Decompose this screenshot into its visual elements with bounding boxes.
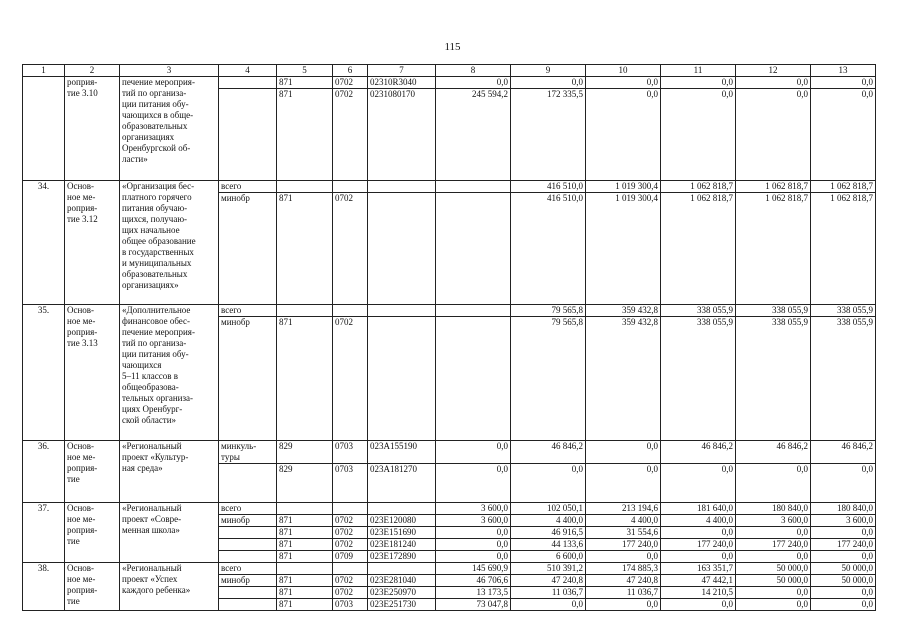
amount-cell: 0,0 [661, 464, 736, 503]
table-row [23, 77, 876, 89]
column-header: 1 [23, 65, 65, 77]
amount-cell: 172 335,5 [511, 89, 586, 181]
target-article-code: 023E151690 [368, 527, 436, 539]
amount-cell: 46 846,2 [511, 441, 586, 464]
section-code: 0702 [333, 77, 368, 89]
amount-cell: 0,0 [811, 77, 876, 89]
column-header: 10 [586, 65, 661, 77]
grbs-code [277, 563, 333, 575]
amount-cell: 245 594,2 [436, 89, 511, 181]
activity-type: роприя- тие 3.10 [65, 77, 120, 181]
grbs-code: 871 [277, 527, 333, 539]
row-number: 38. [23, 563, 65, 611]
section-code: 0702 [333, 89, 368, 181]
amount-cell: 0,0 [661, 89, 736, 181]
amount-cell: 0,0 [736, 551, 811, 563]
header-row [23, 65, 876, 77]
grbs-code: 871 [277, 515, 333, 527]
section-code: 0702 [333, 515, 368, 527]
amount-cell: 79 565,8 [511, 317, 586, 441]
column-header: 13 [811, 65, 876, 77]
grbs-code: 871 [277, 89, 333, 181]
amount-cell: 338 055,9 [661, 317, 736, 441]
responsible-executor: всего [219, 563, 277, 575]
amount-cell: 177 240,0 [736, 539, 811, 551]
amount-cell: 0,0 [436, 464, 511, 503]
amount-cell: 0,0 [436, 551, 511, 563]
grbs-code: 871 [277, 587, 333, 599]
amount-cell: 163 351,7 [661, 563, 736, 575]
amount-cell: 73 047,8 [436, 599, 511, 611]
amount-cell: 0,0 [811, 89, 876, 181]
table-row [23, 441, 876, 464]
amount-cell: 180 840,0 [736, 503, 811, 515]
row-number: 37. [23, 503, 65, 563]
target-article-code [368, 305, 436, 317]
column-header: 11 [661, 65, 736, 77]
target-article-code [368, 193, 436, 305]
amount-cell: 47 240,8 [511, 575, 586, 587]
responsible-executor: минобр [219, 193, 277, 305]
grbs-code: 829 [277, 464, 333, 503]
responsible-executor [219, 539, 277, 551]
table-row [23, 181, 876, 193]
amount-cell: 177 240,0 [661, 539, 736, 551]
amount-cell: 0,0 [586, 441, 661, 464]
amount-cell: 0,0 [586, 89, 661, 181]
amount-cell: 0,0 [811, 599, 876, 611]
target-article-code: 023A181270 [368, 464, 436, 503]
activity-type: Основ- ное ме- роприя- тие 3.13 [65, 305, 120, 441]
page-number: 115 [444, 41, 461, 53]
amount-cell: 0,0 [436, 441, 511, 464]
responsible-executor: всего [219, 503, 277, 515]
amount-cell: 14 210,5 [661, 587, 736, 599]
responsible-executor: минобр [219, 515, 277, 527]
column-header: 6 [333, 65, 368, 77]
amount-cell: 13 173,5 [436, 587, 511, 599]
row-number: 36. [23, 441, 65, 503]
amount-cell: 1 062 818,7 [811, 193, 876, 305]
section-code: 0703 [333, 599, 368, 611]
grbs-code [277, 181, 333, 193]
column-header: 3 [120, 65, 219, 77]
activity-name: «Региональный проект «Успех каждого ребенка» [120, 563, 219, 611]
amount-cell: 31 554,6 [586, 527, 661, 539]
amount-cell: 46 706,6 [436, 575, 511, 587]
amount-cell [436, 181, 511, 193]
section-code [333, 181, 368, 193]
responsible-executor [219, 77, 277, 89]
target-article-code: 023E181240 [368, 539, 436, 551]
amount-cell: 46 846,2 [811, 441, 876, 464]
grbs-code: 871 [277, 77, 333, 89]
amount-cell: 177 240,0 [811, 539, 876, 551]
amount-cell: 145 690,9 [436, 563, 511, 575]
row-number: 35. [23, 305, 65, 441]
amount-cell: 0,0 [661, 527, 736, 539]
row-number: 34. [23, 181, 65, 305]
responsible-executor: минобр [219, 317, 277, 441]
amount-cell: 11 036,7 [511, 587, 586, 599]
amount-cell: 47 442,1 [661, 575, 736, 587]
activity-type: Основ- ное ме- роприя- тие [65, 563, 120, 611]
amount-cell: 180 840,0 [811, 503, 876, 515]
amount-cell: 0,0 [586, 599, 661, 611]
amount-cell: 0,0 [736, 587, 811, 599]
target-article-code: 023E172890 [368, 551, 436, 563]
amount-cell: 0,0 [736, 599, 811, 611]
amount-cell: 0,0 [436, 539, 511, 551]
column-header: 9 [511, 65, 586, 77]
amount-cell: 1 062 818,7 [736, 193, 811, 305]
amount-cell: 50 000,0 [811, 575, 876, 587]
grbs-code: 871 [277, 551, 333, 563]
target-article-code [368, 563, 436, 575]
amount-cell: 510 391,2 [511, 563, 586, 575]
amount-cell: 3 600,0 [811, 515, 876, 527]
activity-type: Основ- ное ме- роприя- тие [65, 503, 120, 563]
section-code: 0702 [333, 575, 368, 587]
grbs-code: 871 [277, 539, 333, 551]
amount-cell: 0,0 [586, 464, 661, 503]
amount-cell: 4 400,0 [661, 515, 736, 527]
section-code [333, 503, 368, 515]
amount-cell: 338 055,9 [736, 305, 811, 317]
table-row [23, 305, 876, 317]
responsible-executor [219, 527, 277, 539]
target-article-code: 023E120080 [368, 515, 436, 527]
responsible-executor [219, 89, 277, 181]
amount-cell: 0,0 [811, 464, 876, 503]
amount-cell: 0,0 [736, 464, 811, 503]
amount-cell: 0,0 [811, 587, 876, 599]
amount-cell: 11 036,7 [586, 587, 661, 599]
column-header: 5 [277, 65, 333, 77]
column-header: 12 [736, 65, 811, 77]
amount-cell [436, 317, 511, 441]
amount-cell [436, 305, 511, 317]
amount-cell: 338 055,9 [736, 317, 811, 441]
amount-cell: 0,0 [661, 551, 736, 563]
row-number [23, 77, 65, 181]
amount-cell: 50 000,0 [811, 563, 876, 575]
budget-table [22, 64, 876, 611]
column-header: 8 [436, 65, 511, 77]
grbs-code: 871 [277, 575, 333, 587]
responsible-executor [219, 551, 277, 563]
grbs-code: 871 [277, 599, 333, 611]
target-article-code: 023A155190 [368, 441, 436, 464]
amount-cell: 0,0 [661, 77, 736, 89]
amount-cell: 359 432,8 [586, 317, 661, 441]
grbs-code [277, 305, 333, 317]
amount-cell: 4 400,0 [586, 515, 661, 527]
column-header: 2 [65, 65, 120, 77]
responsible-executor: всего [219, 181, 277, 193]
amount-cell: 44 133,6 [511, 539, 586, 551]
amount-cell: 416 510,0 [511, 193, 586, 305]
section-code [333, 563, 368, 575]
activity-name: печение мероприя- тий по организа- ции питания обу- чающихся в обще- образовательных организациях Оренбургской об- ласти» [120, 77, 219, 181]
target-article-code: 02310R3040 [368, 77, 436, 89]
responsible-executor: минкуль- туры [219, 441, 277, 464]
amount-cell: 0,0 [661, 599, 736, 611]
activity-name: «Региональный проект «Совре- менная школа» [120, 503, 219, 563]
amount-cell: 0,0 [811, 527, 876, 539]
amount-cell: 4 400,0 [511, 515, 586, 527]
amount-cell: 213 194,6 [586, 503, 661, 515]
amount-cell: 1 062 818,7 [661, 181, 736, 193]
amount-cell [436, 193, 511, 305]
amount-cell: 0,0 [811, 551, 876, 563]
amount-cell: 0,0 [511, 464, 586, 503]
grbs-code: 871 [277, 193, 333, 305]
target-article-code: 023E251730 [368, 599, 436, 611]
amount-cell: 0,0 [586, 551, 661, 563]
amount-cell: 1 062 818,7 [811, 181, 876, 193]
grbs-code: 829 [277, 441, 333, 464]
section-code: 0703 [333, 441, 368, 464]
amount-cell: 47 240,8 [586, 575, 661, 587]
activity-name: «Организация бес- платного горячего питания обучаю- щихся, получаю- щих начальное общее образование в государственных и муниципальных образовательных организациях» [120, 181, 219, 305]
amount-cell: 0,0 [586, 77, 661, 89]
amount-cell: 1 019 300,4 [586, 181, 661, 193]
amount-cell: 0,0 [436, 527, 511, 539]
amount-cell: 416 510,0 [511, 181, 586, 193]
target-article-code: 0231080170 [368, 89, 436, 181]
amount-cell: 0,0 [736, 89, 811, 181]
activity-name: «Региональный проект «Культур- ная среда» [120, 441, 219, 503]
responsible-executor [219, 587, 277, 599]
column-header: 4 [219, 65, 277, 77]
responsible-executor [219, 599, 277, 611]
amount-cell: 359 432,8 [586, 305, 661, 317]
amount-cell: 50 000,0 [736, 575, 811, 587]
target-article-code: 023E250970 [368, 587, 436, 599]
amount-cell: 102 050,1 [511, 503, 586, 515]
target-article-code: 023E281040 [368, 575, 436, 587]
section-code: 0703 [333, 464, 368, 503]
amount-cell: 1 062 818,7 [661, 193, 736, 305]
activity-type: Основ- ное ме- роприя- тие 3.12 [65, 181, 120, 305]
table-row [23, 563, 876, 575]
section-code [333, 305, 368, 317]
column-header: 7 [368, 65, 436, 77]
amount-cell: 50 000,0 [736, 563, 811, 575]
activity-name: «Дополнительное финансовое обес- печение мероприя- тий по организа- ции питания обу- чающихся 5–11 классов в общеобразова- тельных организа- циях Оренбург- ской области» [120, 305, 219, 441]
amount-cell: 0,0 [511, 599, 586, 611]
amount-cell: 1 062 818,7 [736, 181, 811, 193]
amount-cell: 338 055,9 [811, 305, 876, 317]
section-code: 0702 [333, 539, 368, 551]
amount-cell: 1 019 300,4 [586, 193, 661, 305]
amount-cell: 46 916,5 [511, 527, 586, 539]
amount-cell: 0,0 [511, 77, 586, 89]
amount-cell: 181 640,0 [661, 503, 736, 515]
table-row [23, 503, 876, 515]
responsible-executor: всего [219, 305, 277, 317]
amount-cell: 3 600,0 [736, 515, 811, 527]
responsible-executor [219, 464, 277, 503]
target-article-code [368, 317, 436, 441]
section-code: 0702 [333, 193, 368, 305]
section-code: 0702 [333, 527, 368, 539]
target-article-code [368, 503, 436, 515]
amount-cell: 0,0 [736, 77, 811, 89]
amount-cell: 46 846,2 [736, 441, 811, 464]
amount-cell: 79 565,8 [511, 305, 586, 317]
section-code: 0702 [333, 317, 368, 441]
responsible-executor: минобр [219, 575, 277, 587]
target-article-code [368, 181, 436, 193]
amount-cell: 174 885,3 [586, 563, 661, 575]
section-code: 0709 [333, 551, 368, 563]
amount-cell: 338 055,9 [811, 317, 876, 441]
amount-cell: 0,0 [736, 527, 811, 539]
amount-cell: 3 600,0 [436, 503, 511, 515]
grbs-code [277, 503, 333, 515]
amount-cell: 177 240,0 [586, 539, 661, 551]
amount-cell: 3 600,0 [436, 515, 511, 527]
amount-cell: 6 600,0 [511, 551, 586, 563]
amount-cell: 0,0 [436, 77, 511, 89]
grbs-code: 871 [277, 317, 333, 441]
section-code: 0702 [333, 587, 368, 599]
activity-type: Основ- ное ме- роприя- тие [65, 441, 120, 503]
amount-cell: 46 846,2 [661, 441, 736, 464]
amount-cell: 338 055,9 [661, 305, 736, 317]
